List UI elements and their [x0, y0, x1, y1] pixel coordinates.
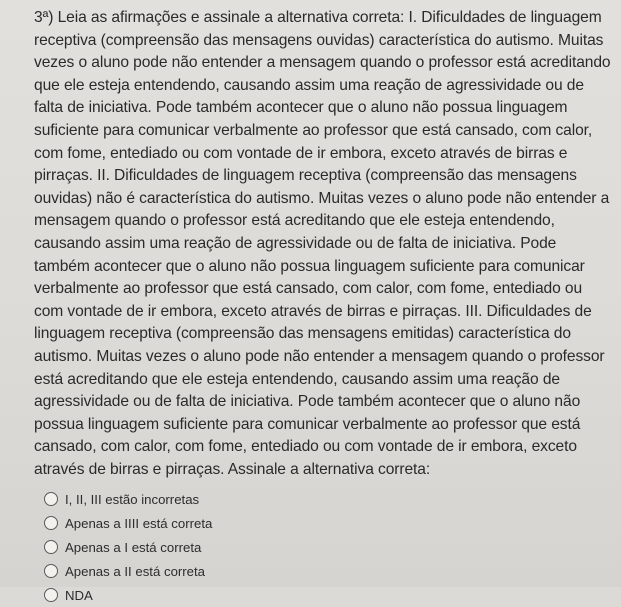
radio-icon[interactable] — [44, 540, 58, 554]
option-1[interactable] — [44, 487, 613, 511]
option-4[interactable] — [44, 559, 613, 583]
answer-options — [34, 487, 613, 607]
option-label: Apenas a IIII está correta — [65, 515, 213, 531]
radio-icon[interactable] — [44, 516, 58, 530]
option-label: NDA — [65, 587, 93, 603]
question-text: 3ª) Leia as afirmações e assinale a alternativa correta: I. Dificuldades de linguagem receptiva (compreensão das mensagens ouvidas) característica do autismo. Muitas vezes o aluno pode não entender a mensagem quando o professor está acreditando que ele esteja entendendo, causando assim uma reação de agressividade ou de falta de iniciativa. Pode também acontecer que o aluno não possua linguagem suficiente para comunicar verbalmente ao professor que está cansado, com calor, com fome, entediado ou com vontade de ir embora, exceto através de birras e pirraças. II. Dificuldades de linguagem receptiva (compreensão das mensagens ouvidas) não é característica do autismo. Muitas vezes o aluno pode não entender a mensagem quando o professor está acreditando que ele esteja entendendo, causando assim uma reação de agressividade ou de falta de iniciativa. Pode também acontecer que o aluno não possua linguagem suficiente para comunicar verbalmente ao professor que está cansado, com calor, com fome, entediado ou com vontade de ir embora, exceto através de birras e pirraças. III. Dificuldades de linguagem receptiva (compreensão das mensagens emitidas) característica do autismo. Muitas vezes o aluno pode não entender a mensagem quando o professor está acreditando que ele esteja entendendo, causando assim uma reação de agressividade ou de falta de iniciativa. Pode também acontecer que o aluno não possua linguagem suficiente para comunicar verbalmente ao professor que está cansado, com calor, com fome, entediado ou com vontade de ir embora, exceto através de birras e pirraças. Assinale a alternativa correta: — [34, 9, 611, 478]
radio-icon[interactable] — [44, 588, 58, 602]
radio-icon[interactable] — [44, 492, 58, 506]
radio-icon[interactable] — [44, 564, 58, 578]
option-label: I, II, III estão incorretas — [65, 491, 200, 507]
option-2[interactable] — [44, 511, 613, 535]
option-label: Apenas a I está correta — [65, 539, 202, 555]
option-label: Apenas a II está correta — [65, 563, 206, 579]
option-3[interactable] — [44, 535, 613, 559]
